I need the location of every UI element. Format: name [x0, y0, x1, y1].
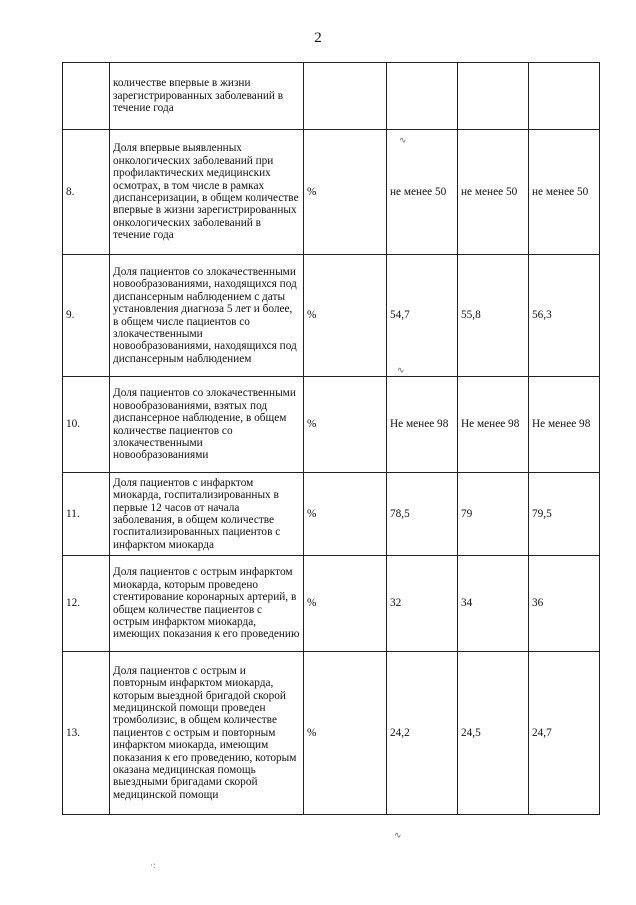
- value-2024: 34: [458, 556, 529, 652]
- unit-cell: %: [304, 130, 387, 255]
- table-row: [63, 255, 600, 377]
- value-2025: 36: [529, 556, 600, 652]
- indicator-name: количестве впервые в жизни зарегистрированных заболеваний в течение года: [110, 63, 304, 130]
- row-number: 8.: [63, 130, 110, 255]
- value-2025: 79,5: [529, 473, 600, 556]
- indicator-name: Доля впервые выявленных онкологических заболеваний при профилактических медицинских осмотрах, в том числе в рамках диспансеризации, в общем количестве впервые в жизни зарегистрированных онкологических заболеваний в течение года: [110, 130, 304, 255]
- indicator-name: Доля пациентов с острым и повторным инфарктом миокарда, которым выездной бригадой скорой медицинской помощи проведен тромболизис, в общем количестве пациентов с острым и повторным инфарктом миокарда, имеющим показания к его проведению, которым оказана медицинская помощь выездными бригадами скорой медицинской помощи: [110, 652, 304, 815]
- indicator-name: Доля пациентов со злокачественными новообразованиями, взятых под диспансерное наблюдение, в общем количестве пациентов со злокачественными новообразованиями: [110, 377, 304, 473]
- unit-cell: %: [304, 473, 387, 556]
- indicators-table-body: [63, 63, 600, 815]
- table-row: [63, 652, 600, 815]
- unit-cell: %: [304, 556, 387, 652]
- table-row: [63, 377, 600, 473]
- value-2023: Не менее 98: [387, 377, 458, 473]
- unit-cell: %: [304, 652, 387, 815]
- value-2025: 24,7: [529, 652, 600, 815]
- row-number: 10.: [63, 377, 110, 473]
- indicator-name: Доля пациентов со злокачественными новообразованиями, находящихся под диспансерным наблюдением с даты установления диагноза 5 лет и более, в общем числе пациентов со злокачественными новообразованиями, находящихся под диспансерным наблюдением: [110, 255, 304, 377]
- value-2023: 54,7: [387, 255, 458, 377]
- value-2025: Не менее 98: [529, 377, 600, 473]
- table-row: [63, 473, 600, 556]
- value-2023: 32: [387, 556, 458, 652]
- unit-cell: %: [304, 377, 387, 473]
- value-2024: Не менее 98: [458, 377, 529, 473]
- scan-speck: ∿: [399, 135, 407, 145]
- table-row: [63, 63, 600, 130]
- row-number: 9.: [63, 255, 110, 377]
- value-2024: 24,5: [458, 652, 529, 815]
- value-2024: [458, 63, 529, 130]
- row-number: 13.: [63, 652, 110, 815]
- row-number: 12.: [63, 556, 110, 652]
- table-row: [63, 556, 600, 652]
- unit-cell: %: [304, 255, 387, 377]
- row-number: 11.: [63, 473, 110, 556]
- value-2024: 55,8: [458, 255, 529, 377]
- value-2024: 79: [458, 473, 529, 556]
- value-2023: 24,2: [387, 652, 458, 815]
- scan-speck: ·:: [150, 860, 156, 870]
- value-2025: не менее 50: [529, 130, 600, 255]
- row-number: [63, 63, 110, 130]
- value-2025: [529, 63, 600, 130]
- value-2024: не менее 50: [458, 130, 529, 255]
- indicator-name: Доля пациентов с острым инфарктом миокарда, которым проведено стентирование коронарных артерий, в общем количестве пациентов с острым инфарктом миокарда, имеющих показания к его проведению: [110, 556, 304, 652]
- value-2023: не менее 50: [387, 130, 458, 255]
- value-2025: 56,3: [529, 255, 600, 377]
- page-number: 2: [314, 30, 322, 46]
- unit-cell: [304, 63, 387, 130]
- indicator-name: Доля пациентов с инфарктом миокарда, госпитализированных в первые 12 часов от начала заболевания, в общем количестве госпитализированных пациентов с инфарктом миокарда: [110, 473, 304, 556]
- value-2023: 78,5: [387, 473, 458, 556]
- scan-speck: ∿: [397, 365, 405, 375]
- scan-speck: ∿: [394, 830, 402, 840]
- indicators-table: [62, 62, 600, 815]
- value-2023: [387, 63, 458, 130]
- table-row: [63, 130, 600, 255]
